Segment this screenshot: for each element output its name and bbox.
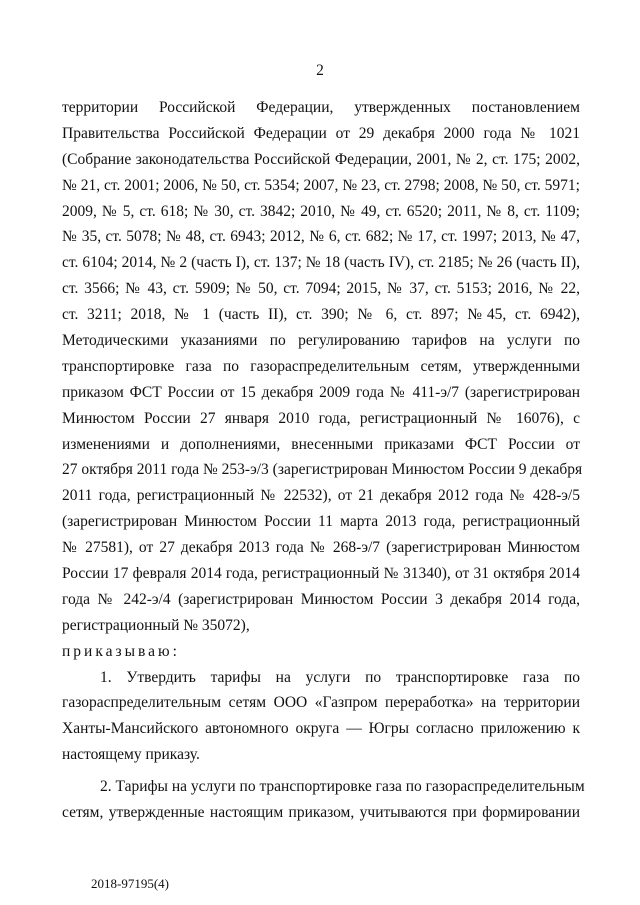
text-line: территории Российской Федерации, утвержденных постановлением <box>62 99 580 116</box>
text-line: настоящему приказу. <box>62 746 200 764</box>
text-line: Ханты-Мансийского автономного округа — Югры согласно приложению к <box>62 720 580 738</box>
text-line: 2009, № 5, ст. 618; № 30, ст. 3842; 2010, № 49, ст. 6520; 2011, № 8, ст. 1109; <box>62 202 580 220</box>
document-body <box>62 95 585 826</box>
text-line: № 21, ст. 2001; 2006, № 50, ст. 5354; 2007, № 23, ст. 2798; 2008, № 50, ст. 5971; <box>62 176 580 194</box>
text-line: 27 октября 2011 года № 253-э/3 (зарегистрирован Минюстом России 9 декабря <box>62 461 583 479</box>
text-line: № 27581), от 27 декабря 2013 года № 268-э/7 (зарегистрирован Минюстом <box>62 539 580 557</box>
text-line: ст. 6104; 2014, № 2 (часть I), ст. 137; № 18 (часть IV), ст. 2185; № 26 (часть II), <box>62 254 580 272</box>
order-item-1 <box>62 665 580 769</box>
text-line: транспортировке газа по газораспределительным сетям, утвержденными <box>62 357 580 375</box>
text-line: (зарегистрирован Минюстом России 11 марта 2013 года, регистрационный <box>62 513 580 531</box>
text-line: изменениями и дополнениями, внесенными приказами ФСТ России от <box>62 435 580 453</box>
page-number: 2 <box>316 62 324 79</box>
text-line: № 35, ст. 5078; № 48, ст. 6943; 2012, № 6, ст. 682; № 17, ст. 1997; 2013, № 47, <box>62 228 580 246</box>
text-line: Методическими указаниями по регулированию тарифов на услуги по <box>62 332 580 350</box>
paragraph-legal-basis <box>62 95 583 639</box>
text-line: ст. 3566; № 43, ст. 5909; № 50, ст. 7094; 2015, № 37, ст. 5153; 2016, № 22, <box>62 280 580 298</box>
text-line: 2011 года, регистрационный № 22532), от 21 декабря 2012 года № 428-э/5 <box>62 487 580 505</box>
text-line: приказом ФСТ России от 15 декабря 2009 года № 411-э/7 (зарегистрирован <box>62 383 580 401</box>
text-line: сетям, утвержденные настоящим приказом, учитываются при формировании <box>62 804 580 822</box>
order-item-2 <box>62 774 585 826</box>
text-line: 2. Тарифы на услуги по транспортировке газа по газораспределительным <box>100 778 585 796</box>
text-line: 1. Утвердить тарифы на услуги по транспортировке газа по <box>100 668 580 686</box>
text-line: Минюстом России 27 января 2010 года, регистрационный № 16076), с <box>62 409 580 427</box>
text-line: Правительства Российской Федерации от 29 декабря 2000 года № 1021 <box>62 124 580 142</box>
text-line: России 17 февраля 2014 года, регистрационный № 31340), от 31 октября 2014 <box>62 565 580 583</box>
order-word: приказываю: <box>62 642 180 660</box>
text-line: (Собрание законодательства Российской Федерации, 2001, № 2, ст. 175; 2002, <box>62 150 580 168</box>
document-footer-code: 2018-97195(4) <box>91 876 169 891</box>
text-line: регистрационный № 35072), <box>62 616 250 634</box>
text-line: года № 242-э/4 (зарегистрирован Минюстом России 3 декабря 2014 года, <box>62 590 580 608</box>
text-line: газораспределительным сетям ООО «Газпром переработка» на территории <box>62 694 580 712</box>
text-line: ст. 3211; 2018, № 1 (часть II), ст. 390; № 6, ст. 897; №45, ст. 6942), <box>62 306 580 324</box>
